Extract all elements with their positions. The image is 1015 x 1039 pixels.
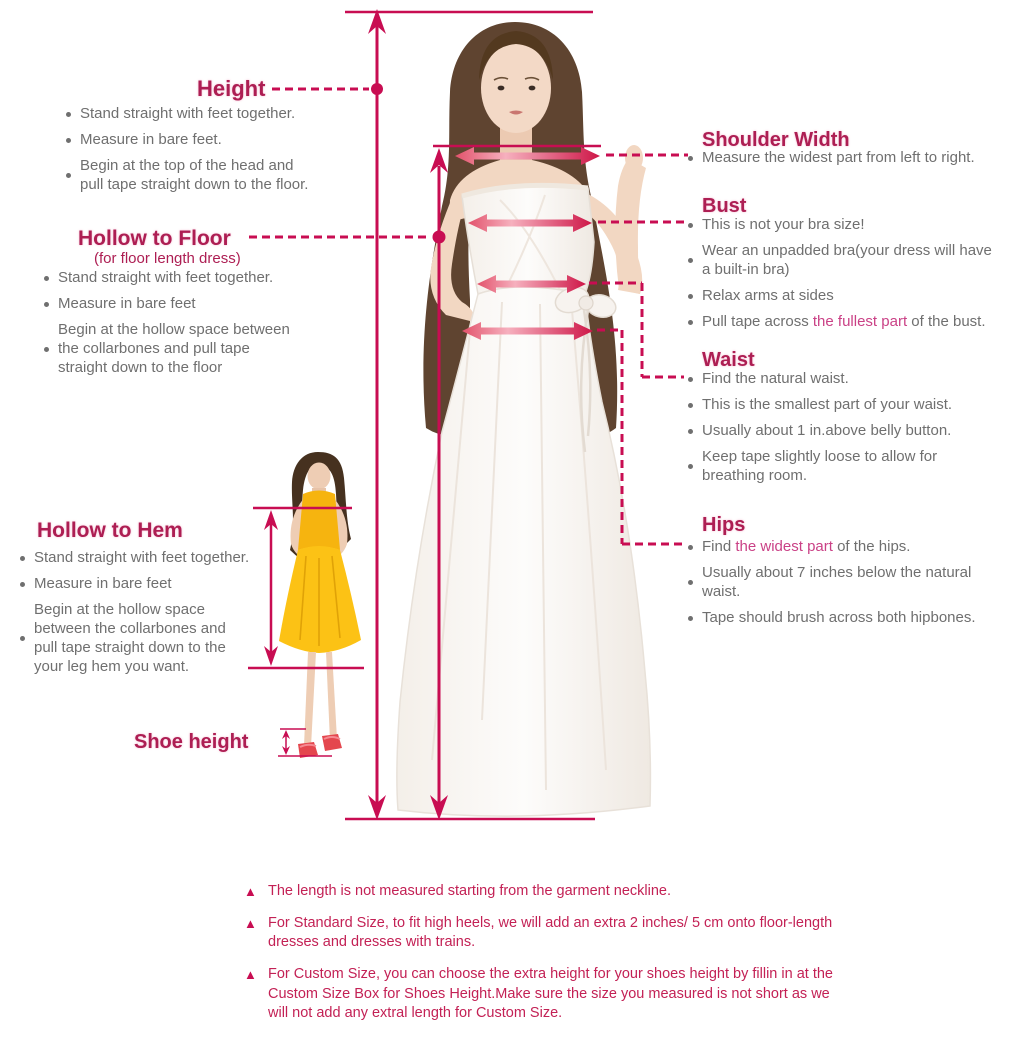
waist-bullets (682, 369, 982, 492)
tape-measure-arrows (455, 147, 600, 340)
shoulder-width-bullets (682, 148, 1004, 174)
height-bullets (60, 104, 316, 201)
height-reference-lines (345, 12, 595, 819)
bullet-item: This is not your bra size! (682, 215, 1004, 234)
shoe-height-title: Shoe height (134, 731, 249, 753)
bullet-item: Measure the widest part from left to right. (682, 148, 1004, 167)
waist-title: Waist (702, 349, 755, 371)
height-title: Height (197, 76, 266, 101)
bullet-item: Measure in bare feet (14, 574, 252, 593)
bullet-item: Stand straight with feet together. (60, 104, 316, 123)
bullet-item: Usually about 7 inches below the natural waist. (682, 563, 1004, 601)
hollow-to-hem-bullets (14, 548, 252, 683)
shoulder-width-title: Shoulder Width (702, 129, 850, 151)
bullet-item: Begin at the hollow space between the collarbones and pull tape straight down to the floor (38, 320, 296, 377)
height-measure-line (368, 9, 386, 820)
highlighted-phrase: the widest part (735, 538, 833, 555)
hollow-to-floor-measure-line (430, 148, 448, 820)
bullet-item: Begin at the top of the head and pull tape straight down to the floor. (60, 156, 316, 194)
bullet-item: ▲ For Custom Size, you can choose the extra height for your shoes height by fillin in at the Custom Size Box for Shoes Height.Make sure the size you measured is not short as we will not add any extral length for Custom Size. (244, 965, 844, 1022)
bullet-item: Tape should brush across both hipbones. (682, 608, 1004, 627)
bullet-item: Keep tape slightly loose to allow for breathing room. (682, 447, 982, 485)
bullet-item: Begin at the hollow space between the collarbones and pull tape straight down to the your leg hem you want. (14, 600, 252, 676)
bullet-item: Find the widest part of the hips. (682, 537, 1004, 556)
highlighted-phrase: the fullest part (812, 313, 908, 331)
hips-bullets (682, 537, 1004, 634)
bullet-item: Stand straight with feet together. (38, 268, 296, 287)
hollow-to-floor-title: Hollow to Floor (78, 227, 231, 250)
bullet-item: Wear an unpadded bra(your dress will have a built-in bra) (682, 241, 1004, 279)
hollow-to-floor-subtitle: (for floor length dress) (94, 250, 241, 267)
bullet-item: ▲ The length is not measured starting from the garment neckline. (244, 882, 844, 901)
bust-bullets (682, 215, 1004, 338)
bullet-item: Relax arms at sides (682, 286, 1004, 305)
hollow-to-hem-title: Hollow to Hem (37, 519, 183, 542)
bullet-item: Stand straight with feet together. (14, 548, 252, 567)
hips-title: Hips (702, 514, 746, 536)
hollow-to-floor-bullets (38, 268, 296, 384)
bust-title: Bust (702, 195, 747, 217)
bullet-item: Find the natural waist. (682, 369, 982, 388)
bullet-item: Pull tape across the fullest part of the bust. (682, 312, 1004, 331)
hollow-to-hem-measure-line (248, 508, 364, 668)
sizing-notes (244, 882, 844, 1036)
shoe-height-indicator (278, 729, 332, 756)
bullet-item: Usually about 1 in.above belly button. (682, 421, 982, 440)
bullet-item: Measure in bare feet. (60, 130, 316, 149)
bullet-item: This is the smallest part of your waist. (682, 395, 982, 414)
bullet-item: Measure in bare feet (38, 294, 296, 313)
bullet-item: ▲ For Standard Size, to fit high heels, we will add an extra 2 inches/ 5 cm onto floor-length dresses and dresses with trains. (244, 914, 844, 952)
